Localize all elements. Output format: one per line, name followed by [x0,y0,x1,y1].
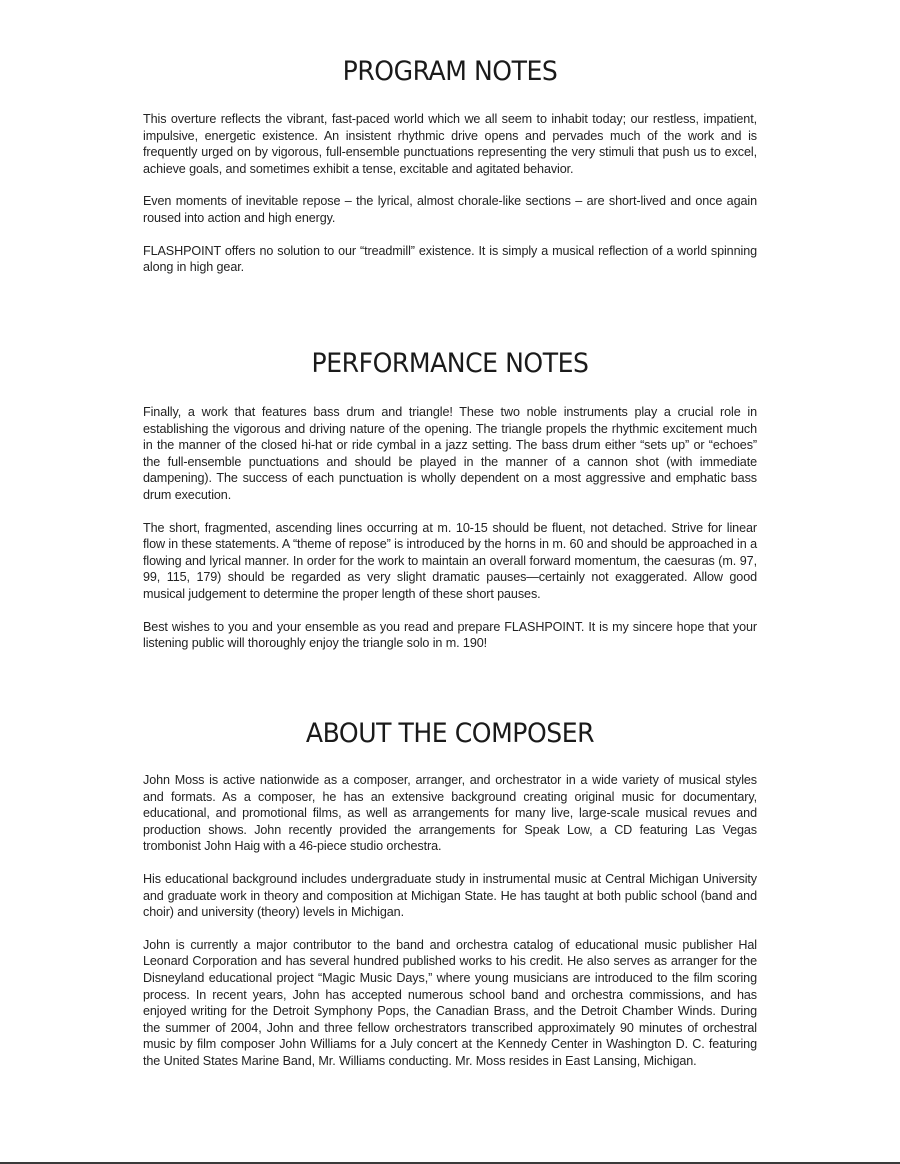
performance-notes-paragraph: Best wishes to you and your ensemble as you read and prepare FLASHPOINT. It is my sincere hope that your listening public will thoroughly enjoy the triangle solo in m. 190! [143,619,757,651]
about-composer-paragraph: John Moss is active nationwide as a composer, arranger, and orchestrator in a wide variety of musical styles and formats. As a composer, he has an extensive background creating original music for documentary, educational, and promotional films, as well as arrangements for many live, large-scale musical revues and production shows. John recently provided the arrangements for Speak Low, a CD featuring Las Vegas trombonist John Haig with a 46-piece studio orchestra. [143,773,757,854]
about-composer-body [143,772,757,1070]
about-composer-paragraph: John is currently a major contributor to the band and orchestra catalog of educational music publisher Hal Leonard Corporation and has several hundred published works to his credit. He also serves as arranger for the Disneyland educational project “Magic Music Days,” where young musicians are introduced to the film scoring process. In recent years, John has accepted numerous school band and orchestra commissions, and has enjoyed writing for the Detroit Symphony Pops, the Canadian Brass, and the Detroit Chamber Winds. During the summer of 2004, John and three fellow orchestrators transcribed approximately 90 minutes of orchestral music by film composer John Williams for a July concert at the Kennedy Center in Washington D. C. featuring the United States Marine Band, Mr. Williams conducting. Mr. Moss resides in East Lansing, Michigan. [143,937,757,1068]
program-notes-paragraph: This overture reflects the vibrant, fast-paced world which we all seem to inhabit today; our restless, impatient, impulsive, energetic existence. An insistent rhythmic drive opens and pervades much of the work and is frequently urged on by vigorous, full-ensemble punctuations representing the very stimuli that push us to excel, achieve goals, and sometimes exhibit a tense, excitable and agitated behavior. [143,112,757,176]
about-composer-paragraph: His educational background includes undergraduate study in instrumental music at Central Michigan University and graduate work in theory and composition at Michigan State. He has taught at both public school (band and choir) and university (theory) levels in Michigan. [143,871,757,920]
performance-notes-paragraph: Finally, a work that features bass drum and triangle! These two noble instruments play a crucial role in establishing the vigorous and driving nature of the opening. The triangle propels the rhythmic excitement much in the manner of the closed hi-hat or ride cymbal in a jazz setting. The bass drum either “sets up” or “echoes” the full-ensemble punctuations and should be played in the manner of a cannon shot (with immediate dampening). The success of each punctuation is wholly dependent on a most aggressive and emphatic bass drum execution. [143,405,757,502]
program-notes-body [143,111,757,276]
performance-notes-heading: PERFORMANCE NOTES [311,348,589,379]
about-composer-heading: ABOUT THE COMPOSER [305,718,595,749]
performance-notes-body [143,404,757,652]
program-notes-heading: PROGRAM NOTES [342,56,558,87]
program-notes-paragraph: FLASHPOINT offers no solution to our “treadmill” existence. It is simply a musical reflection of a world spinning along in high gear. [143,243,757,275]
program-notes-paragraph: Even moments of inevitable repose – the lyrical, almost chorale-like sections – are short-lived and once again roused into action and high energy. [143,194,757,225]
program-notes-section [143,56,757,276]
about-composer-section [143,718,757,1070]
performance-notes-section [143,348,757,652]
performance-notes-paragraph: The short, fragmented, ascending lines occurring at m. 10-15 should be fluent, not detached. Strive for linear flow in these statements. A “theme of repose” is introduced by the horns in m. 60 and should be approached in a flowing and lyrical manner. In order for the work to maintain an overall forward momentum, the caesuras (m. 97, 99, 115, 179) should be regarded as very slight dramatic pauses—certainly not exaggerated. Allow good musical judgement to determine the proper length of these short pauses. [143,520,757,601]
